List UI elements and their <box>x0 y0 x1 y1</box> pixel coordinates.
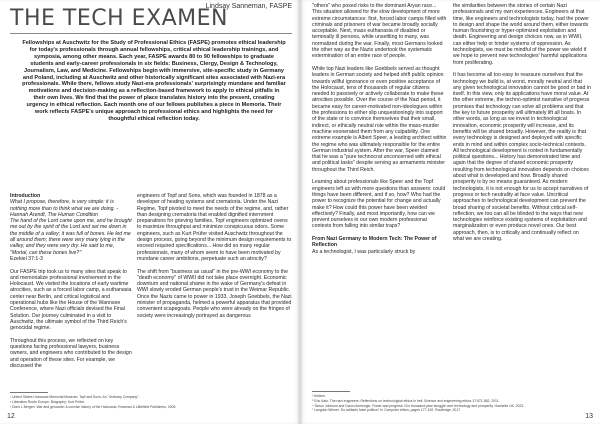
page-number: 12 <box>7 413 15 420</box>
body-paragraph: Our FASPE trip took us to many sites that speak to and memorialize professional involvement in the Holocaust. We visited the locations of early wartime atrocities, such as a forced labor camp, a euthanasia center near Berlin, and critical logistical and operational hubs like the House of the Wannsee Conference, where Nazi officials devised the Final Solution. Our journey culminated in a visit to Auschwitz, the ultimate symbol of the Third Reich's genocidal regime. <box>10 268 132 332</box>
body-paragraph: Throughout this process, we reflected on key questions facing professional lawyers, business owners, and engineers who contributed to the design and operation of these sites. For example, we discussed the <box>10 337 132 370</box>
title-divider <box>10 33 292 34</box>
author-name: Lindsay Sanneman, FASPE <box>205 3 292 10</box>
body-paragraph: engineers of Topf and Sons, which was founded in 1878 as a developer of heating systems and crematoria. Under the Nazi Regime, Topf pivoted to meet the needs of the regime, and, rather than designing crematoria that enabled dignified internment preparations for grieving families, Topf engineers optimized ovens to maximize throughput and minimize conspicuous odors. Some engineers, such as Kurt Prüfer visited Auschwitz throughout the design process, going beyond the minimum design requirements to exceed required specifications... How did so many regular professionals, many of whom seem to have been motivated by mundane career ambitions, perpetuate such an atrocity? <box>137 193 292 262</box>
right-column-1 <box>312 3 447 261</box>
footnotes <box>10 395 250 409</box>
footnote-divider <box>10 392 48 393</box>
article-title: THE TECH EXAMEN <box>10 6 228 31</box>
footnote-divider <box>312 391 350 392</box>
body-paragraph: "others" who posed risks to the dominant Aryan race... This situation allowed for the slow development of more extreme circumstances: first, forced labor camps filled with criminals and prisoners of war became broadly socially acceptable. Next, mass euthanasia of disabled or terminally ill persons, while unsettling to many, was normalized during the war. Finally, most Germans looked the other way as the Nazis undertook the systematic extermination of an entire race of people. <box>312 3 447 60</box>
footnote: ⁵ Eric Katz, The nazi engineers: Reflections on technological ethics in hell. Science and engineering ethics 17:571-582, 2011. <box>312 398 500 403</box>
footnote: ⁷ Langdon Winner. Do artifacts have politics? In Computer ethics, pages 177-192. Routledge, 2017. <box>312 408 461 413</box>
epigraph-quote-2: The hand of the Lord came upon me, and he brought me out by the spirit of the Lord and set me down in the middle of a valley; it was full of bones. He led me all around them; there were very many lying in the valley, and they were very dry. He said to me, "Mortal, can these bones live?" <box>10 218 132 256</box>
body-paragraph: the similarities between the stories of certain Nazi professionals and my own experiences. Engineers at that time, like engineers and technologists today, had the power to design and shape the world around them, either towards human flourishing or hyper-optimized exploitation and death. Engineering and design choices now, as in WWII, can either help or hinder systems of oppression. As technologists, we must be mindful of the power we wield if we hope to prevent new technologies' harmful applications from proliferating. <box>453 3 590 66</box>
footnote: ⁶ Simon Johnson and Daron Acemoglu, Power and progress: Our thousand-year struggle over technology and prosperity. Hachette UK, 2023. <box>312 403 525 408</box>
epigraph-source: Ezekiel 37:1-3 <box>10 255 43 262</box>
footnote: ⁴ Ibidem. <box>312 394 326 398</box>
section-subheading: From Nazi Germany to Modern Tech: The Power of Reflection <box>312 235 437 249</box>
body-paragraph: As a technologist, I was particularly struck by <box>312 248 416 255</box>
footnote: ¹ United States Holocaust Memorial Museum: Topf and Sons: An "Ordinary Company". <box>10 395 140 399</box>
epigraph-quote: What I propose, therefore, is very simple: it is nothing more than to think what we are doing. - Hannah Arendt, The Human Condition <box>10 199 119 218</box>
page-number: 13 <box>585 413 593 420</box>
footnote: ² Liberation Route Europe: Biography: Kurt Prüfer. <box>10 399 86 404</box>
footnote: ³ Doris L Bergen: War and genocide: A concise history of the Holocaust, Rowman & Littlefield Publishers, 2009. <box>10 404 177 409</box>
footnotes <box>312 394 594 413</box>
body-paragraph: It has become all too easy to reassure ourselves that the technology we build is, at worst, morally neutral and that any given technological innovation cannot be good or bad in itself. In this view, only its applications have moral value. At the other extreme, the techno-optimist narrative of progress promises that technology can solve all problems and that the key to future prosperity will ultimately lift all boats. In other words, as long as we invest in technological innovation, economic prosperity will increase, and its benefits will be shared broadly. However, the reality is that every technology is designed and deployed with specific ends in mind and within complex socio-technical contexts. All technological development is rooted in fundamentally political questions... History has demonstrated time and again that the degree of shared economic prosperity resulting from technological innovation depends on choices about what is developed and how. Broadly shared prosperity is by no means guaranteed. As modern technologists, it is not enough for us to accept narratives of progress or tech neutrality at face value. Uncritical approaches to technological development can prevent the broad sharing of societal benefits. Without critical self-reflection, we too can all be blinded to the ways that new technologies reinforce existing systems of exploitation and marginalization or even produce novel ones. Our best approach, then, is to critically and continually reflect on what we are creating. <box>453 72 591 242</box>
section-heading: Introduction <box>10 193 41 199</box>
body-paragraph: Learning about professionals like Speer and the Topf engineers left us with more questions than answers: could things have been different, and if so, how? Who had the power to recognize the potential for change and actually make it? How could this power have been wielded effectively? Finally, and most importantly, how can we prevent ourselves in our own modern professional contexts from falling into similar traps? <box>312 179 446 230</box>
left-column-2 <box>137 193 292 325</box>
body-paragraph: While top Nazi leaders like Goebbels served as thought leaders in German society and helped shift public opinion towards willful ignorance or even positive acceptance of the Holocaust, tens of thousands of regular citizens needed to passively or actively collaborate to make these atrocities possible. Over the course of the Nazi period, it became easy for career-motivated non-ideologues within the professions to either slip unquestioningly into support of the state or to convince themselves that their small, indirect, or ethically neutral role within the mass-murder machine exonerated them from any culpability. One extreme example is Albert Speer, a leading architect within the regime who was ultimately responsible for the entire German industrial system. After the war, Speer claimed that he was a "pure technocrat unconcerned with ethical and political tasks" despite serving as armaments minister throughout the Third Reich. <box>312 65 447 173</box>
body-paragraph: The shift from "business as usual" in the pre-WWI economy to the "death economy" of WWII did not take place overnight. Economic downturn and national shame in the wake of Germany's defeat in WWI slowly eroded German people's trust in the Weimar Republic. Once the Nazis came to power in 1933, Joseph Goebbels, the Nazi minister of propaganda, helmed a powerful apparatus that provided convenient scapegoats. People who were already on the fringes of society were increasingly portrayed as dangerous <box>137 268 292 319</box>
right-column-2 <box>453 3 591 249</box>
right-page <box>300 0 600 424</box>
left-column-1 <box>10 193 132 376</box>
abstract-text: Fellowships at Auschwitz for the Study of Professional Ethics (FASPE) promotes ethical leadership for today's professionals through annual fellowships, critical ethical leadership trainings, and symposia, among other means. Each year, FASPE awards 80 to 90 fellowships to graduate students and early-career professionals in six fields: Business, Clergy, Design & Technology, Journalism, Law, and Medicine. Fellowships begin with immersive, site-specific study in Germany and Poland, including at Auschwitz and other historically significant sites associated with Nazi-era professionals. While there, fellows study Nazi-era professionals' surprisingly mundane and familiar motivations and decision-making as a reflection-based framework to apply to ethical pitfalls in their own lives. We find that the power of place translates history into the present, creating urgency in ethical reflection. Each month one of our fellows publishes a piece in Memoria. Their work reflects FASPE's unique approach to professional ethics and highlights the need for thoughtful ethical reflection today. <box>22 40 286 122</box>
